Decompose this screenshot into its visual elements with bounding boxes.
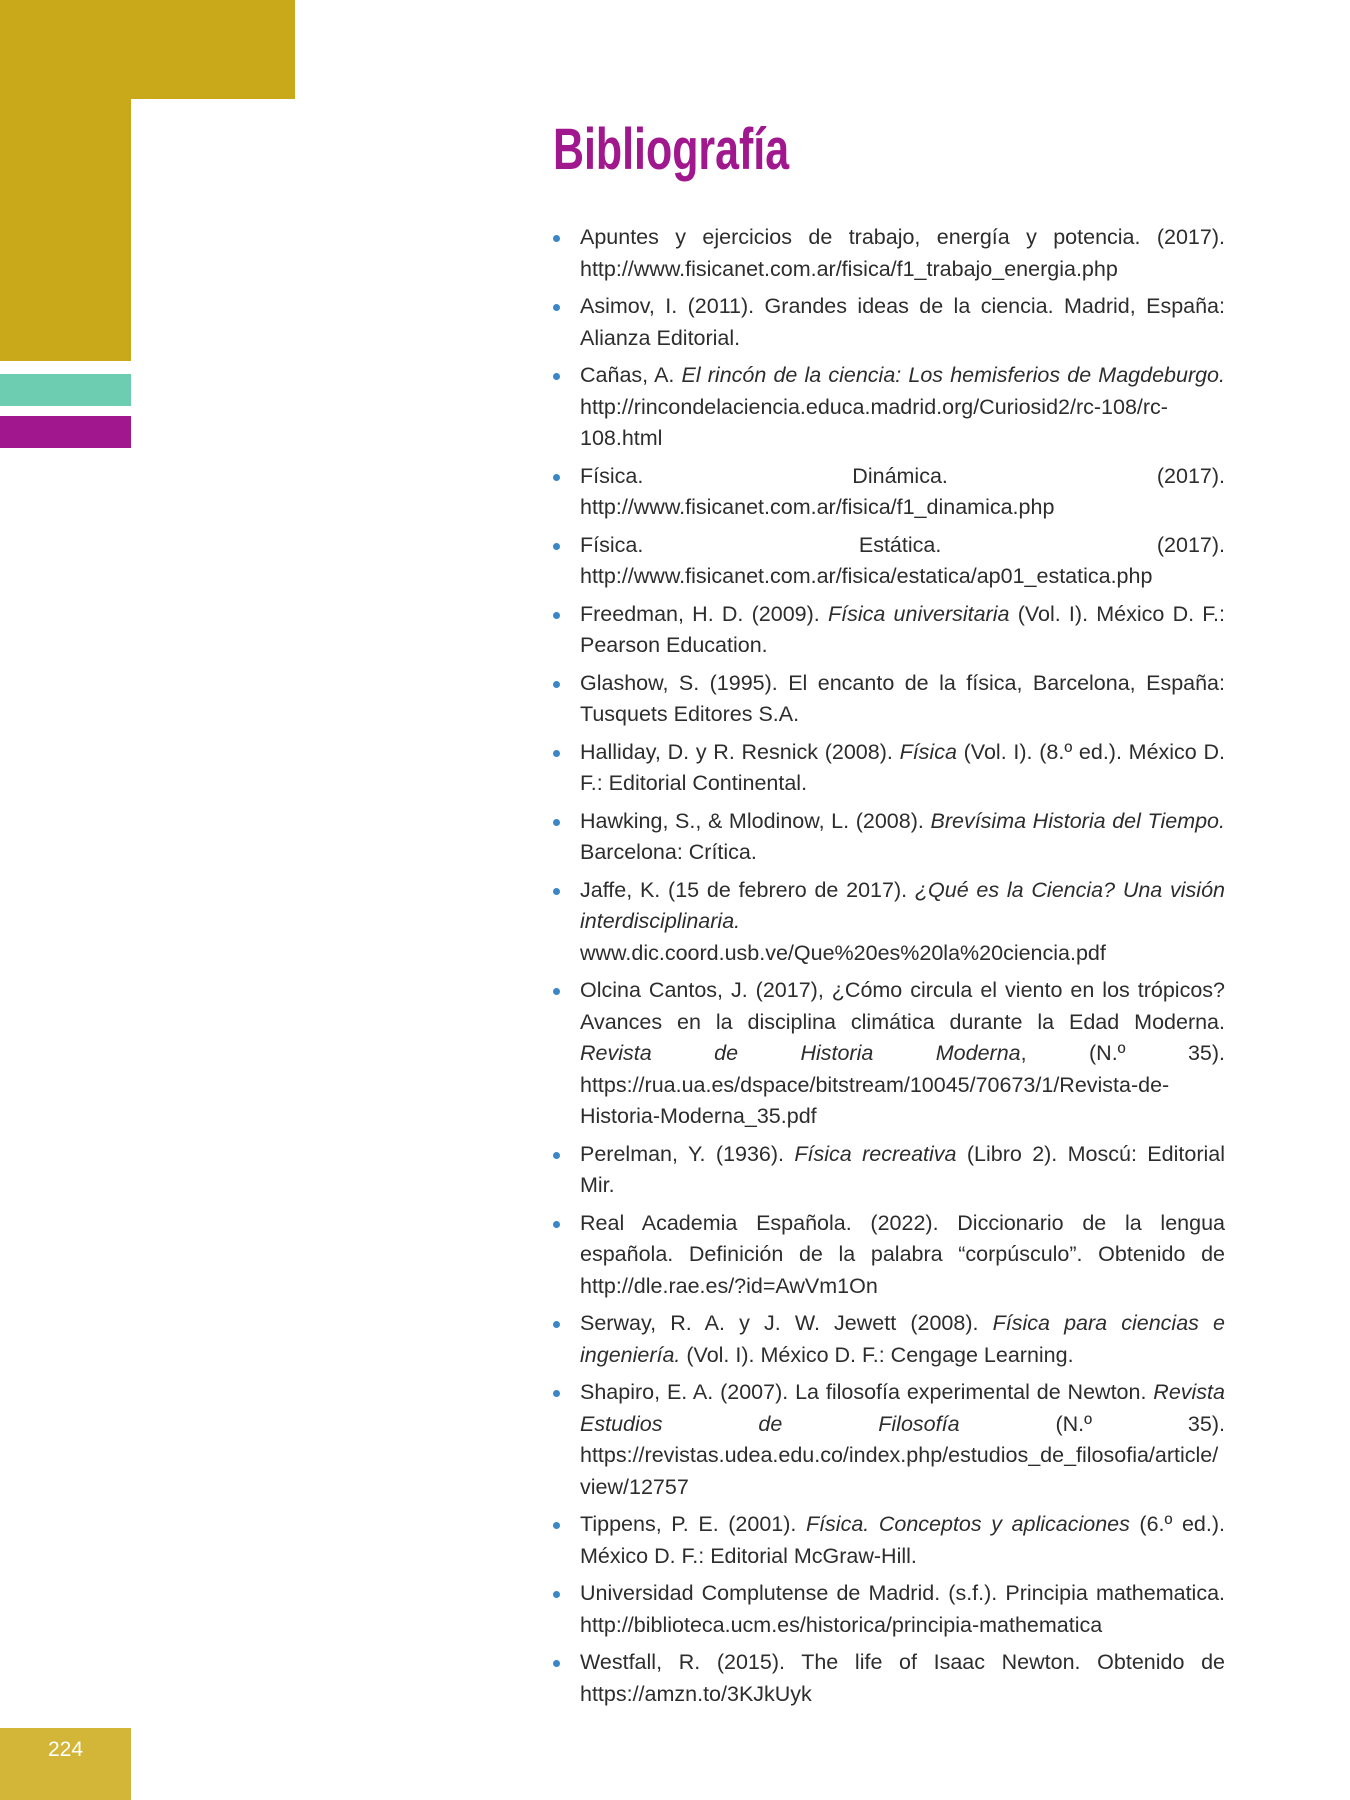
reference-text: Universidad Complutense de Madrid. (s.f.). Principia mathematica. http://biblioteca.ucm.es/historica/principia-mathematica [580,1581,1225,1637]
bullet-icon [553,819,560,826]
reference-text: Glashow, S. (1995). El encanto de la física, Barcelona, España: Tusquets Editores S.A. [580,670,1225,726]
reference-text: www.dic.coord.usb.ve/Que%20es%20la%20ciencia.pdf [580,940,1106,965]
reference-text: Cañas, A. [580,363,682,387]
bullet-icon [553,1591,560,1598]
reference-text: Halliday, D. y R. Resnick (2008). [580,739,900,764]
list-item [553,875,1225,970]
bullet-icon [553,1390,560,1397]
list-item [553,599,1225,662]
reference-text: Asimov, I. (2011). Grandes ideas de la ciencia. Madrid, España: Alianza Editorial. [580,294,1225,350]
magenta-stripe [0,416,131,448]
list-item [553,1208,1225,1303]
bullet-icon [553,681,560,688]
list-item [553,1139,1225,1202]
reference-text: Serway, R. A. y J. W. Jewett (2008). [580,1311,993,1335]
reference-text: Apuntes y ejercicios de trabajo, energía y potencia. (2017). http://www.fisicanet.com.ar/fisica/f1_trabajo_energia.php [580,225,1225,281]
list-item [553,1377,1225,1503]
reference-text: (N.º 35). https://revistas.udea.edu.co/index.php/estudios_de_filosofia/article/view/12757 [580,1411,1225,1499]
list-item [553,291,1225,354]
reference-text: (Libro 2). Moscú: Editorial Mir. [580,1141,1225,1197]
reference-title: Física recreativa [794,1141,957,1166]
reference-title: Física. Conceptos y aplicaciones [805,1512,1130,1536]
list-item [553,668,1225,731]
bullet-icon [553,1321,560,1328]
reference-text: , (N.º 35). https://rua.ua.es/dspace/bitstream/10045/70673/1/Revista-de-Historia-Moderna_35.pdf [580,1041,1225,1128]
bullet-icon [553,1660,560,1667]
reference-text: Jaffe, K. (15 de febrero de 2017). [580,877,915,902]
list-item [553,360,1225,455]
teal-stripe [0,374,131,406]
reference-text: Hawking, S., & Mlodinow, L. (2008). [580,808,931,833]
reference-text: Westfall, R. (2015). The life of Isaac Newton. Obtenido de https://amzn.to/3KJkUyk [580,1650,1225,1706]
reference-title: Física universitaria [827,601,1010,626]
bullet-icon [553,235,560,242]
bullet-icon [553,750,560,757]
bullet-icon [553,612,560,619]
reference-text: Shapiro, E. A. (2007). La filosofía experimental de Newton. [580,1380,1154,1404]
gold-side-bar [0,99,131,361]
bullet-icon [553,1221,560,1228]
reference-text: http://rincondelaciencia.educa.madrid.org/Curiosid2/rc-108/rc-108.html [580,394,1168,450]
list-item [553,1647,1225,1710]
reference-title: El rincón de la ciencia: Los hemisferios de Magdeburgo. [681,363,1225,387]
reference-text: Real Academia Española. (2022). Diccionario de la lengua española. Definición de la palabra “corpúsculo”. Obtenido de http://dle.rae.es/?id=AwVm1On [580,1210,1225,1298]
page-title: Bibliografía [553,117,790,182]
reference-text: (Vol. I). México D. F.: Pearson Education. [580,601,1226,657]
bibliography-list [553,222,1225,1716]
reference-title: Revista de Historia Moderna [580,1041,1021,1065]
bullet-icon [553,373,560,380]
reference-title: Física para ciencias e ingeniería. [580,1311,1225,1367]
bullet-icon [553,988,560,995]
reference-text: Física. Dinámica. (2017). http://www.fisicanet.com.ar/fisica/f1_dinamica.php [580,463,1225,519]
bullet-icon [553,474,560,481]
reference-text: Perelman, Y. (1936). [580,1141,795,1166]
list-item [553,1509,1225,1572]
bullet-icon [553,543,560,550]
list-item [553,1578,1225,1641]
reference-text: (6.º ed.). México D. F.: Editorial McGraw-Hill. [580,1512,1225,1568]
bullet-icon [553,1152,560,1159]
reference-text: (Vol. I). México D. F.: Cengage Learning. [680,1342,1074,1367]
list-item [553,806,1225,869]
gold-corner-block [0,0,295,99]
bullet-icon [553,1522,560,1529]
reference-text: Olcina Cantos, J. (2017), ¿Cómo circula el viento en los trópicos? Avances en la disciplina climática durante la Edad Moderna. [580,978,1225,1034]
reference-text: Física. Estática. (2017). http://www.fisicanet.com.ar/fisica/estatica/ap01_estatica.php [580,532,1225,588]
bullet-icon [553,304,560,311]
list-item [553,737,1225,800]
list-item [553,222,1225,285]
reference-text: Barcelona: Crítica. [580,840,757,864]
list-item [553,975,1225,1133]
reference-title: Física [899,739,957,764]
list-item [553,461,1225,524]
reference-text: Tippens, P. E. (2001). [580,1512,806,1536]
page-number: 224 [47,1738,84,1761]
reference-text: Freedman, H. D. (2009). [580,601,828,626]
reference-text: (Vol. I). (8.º ed.). México D. F.: Editorial Continental. [580,739,1225,795]
bullet-icon [553,888,560,895]
reference-title: Brevísima Historia del Tiempo. [930,808,1225,833]
list-item [553,1308,1225,1371]
list-item [553,530,1225,593]
reference-title: ¿Qué es la Ciencia? Una visión interdisciplinaria. [580,877,1225,933]
reference-title: Revista Estudios de Filosofía [580,1380,1225,1436]
